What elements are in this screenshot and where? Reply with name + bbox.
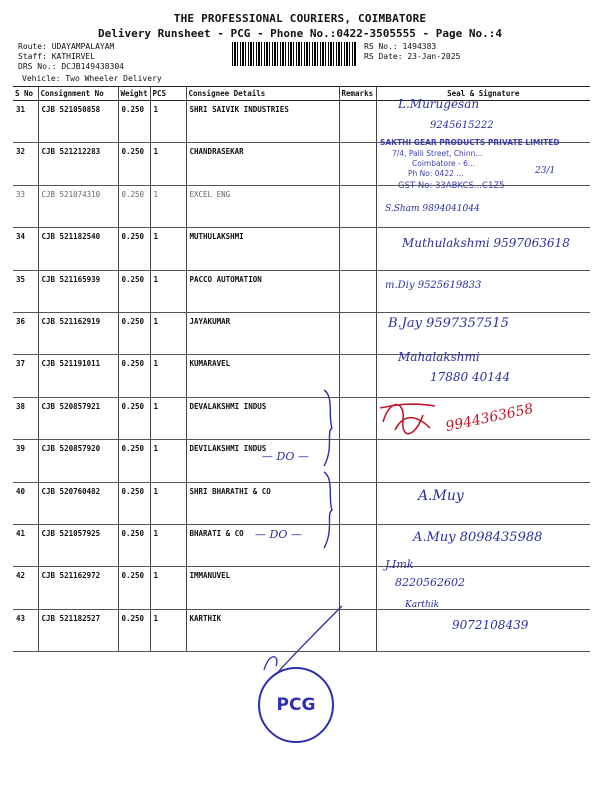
weight-cell: 0.250 xyxy=(118,609,150,651)
col-pcs: PCS xyxy=(150,87,186,101)
col-remarks: Remarks xyxy=(339,87,376,101)
weight-cell: 0.250 xyxy=(118,567,150,609)
pcs-cell: 1 xyxy=(150,312,186,354)
remarks-cell xyxy=(339,270,376,312)
rs-number: RS No.: 1494383 xyxy=(364,42,437,51)
table-header-row xyxy=(13,87,590,101)
consignment-no-cell: CJB 521182527 xyxy=(38,609,118,651)
vehicle-info: Vehicle: Two Wheeler Delivery xyxy=(22,74,162,83)
remarks-cell xyxy=(339,355,376,397)
remarks-cell xyxy=(339,440,376,482)
pcs-cell: 1 xyxy=(150,567,186,609)
pcs-cell: 1 xyxy=(150,101,186,143)
ditto-row41: — DO — xyxy=(255,528,302,541)
pcs-cell: 1 xyxy=(150,482,186,524)
weight-cell: 0.250 xyxy=(118,355,150,397)
table-row xyxy=(13,482,590,524)
sno-cell: 34 xyxy=(13,228,38,270)
consignee-cell: IMMANUVEL xyxy=(186,567,339,609)
consignee-cell: SHRI BHARATHI & CO xyxy=(186,482,339,524)
consignee-cell: KUMARAVEL xyxy=(186,355,339,397)
sno-cell: 31 xyxy=(13,101,38,143)
stamp-gst: GST No: 33ABKCS...C1Z5 xyxy=(398,181,505,191)
consignee-cell: KARTHIK xyxy=(186,609,339,651)
consignment-no-cell: CJB 521057925 xyxy=(38,524,118,566)
consignment-no-cell: CJB 521182540 xyxy=(38,228,118,270)
sno-cell: 32 xyxy=(13,143,38,185)
remarks-cell xyxy=(339,101,376,143)
pcs-cell: 1 xyxy=(150,143,186,185)
signature-row36: B.Jay 9597357515 xyxy=(388,316,509,331)
consignment-no-cell: CJB 520857921 xyxy=(38,397,118,439)
weight-cell: 0.250 xyxy=(118,101,150,143)
brace-rows-40-41 xyxy=(318,470,340,552)
stamp-date: 23/1 xyxy=(535,166,556,176)
remarks-cell xyxy=(339,482,376,524)
sno-cell: 36 xyxy=(13,312,38,354)
col-signature: Seal & Signature xyxy=(376,87,590,101)
sno-cell: 42 xyxy=(13,567,38,609)
stamp-phone: Ph No: 0422 ... xyxy=(408,169,464,178)
sno-cell: 41 xyxy=(13,524,38,566)
weight-cell: 0.250 xyxy=(118,143,150,185)
signature-row31: L.Murugesan xyxy=(398,97,480,111)
pcs-cell: 1 xyxy=(150,185,186,227)
signature-row35: m.Diy 9525619833 xyxy=(385,280,482,291)
signature-row43-phone: 9072108439 xyxy=(452,618,529,632)
consignee-cell: PACCO AUTOMATION xyxy=(186,270,339,312)
signature-row41: A.Muy 8098435988 xyxy=(413,530,543,545)
weight-cell: 0.250 xyxy=(118,482,150,524)
pcg-stamp: PCG xyxy=(258,667,334,743)
consignee-cell: SHRI SAIVIK INDUSTRIES xyxy=(186,101,339,143)
red-signature-row38 xyxy=(375,390,445,450)
sno-cell: 39 xyxy=(13,440,38,482)
pcs-cell: 1 xyxy=(150,228,186,270)
remarks-cell xyxy=(339,228,376,270)
signature-row42-phone: 8220562602 xyxy=(395,576,465,589)
pcs-cell: 1 xyxy=(150,355,186,397)
signature-row43-name: Karthik xyxy=(405,600,440,610)
consignee-cell: BHARATI & CO xyxy=(186,524,339,566)
barcode-image xyxy=(232,42,357,66)
pcs-cell: 1 xyxy=(150,609,186,651)
col-consignment: Consignment No xyxy=(38,87,118,101)
consignment-no-cell: CJB 520760482 xyxy=(38,482,118,524)
phone-row31: 9245615222 xyxy=(430,120,494,131)
remarks-cell xyxy=(339,143,376,185)
route-info: Route: UDAYAMPALAYAM xyxy=(18,42,115,51)
consignment-no-cell: CJB 520857920 xyxy=(38,440,118,482)
weight-cell: 0.250 xyxy=(118,312,150,354)
signature-row40: A.Muy xyxy=(418,488,464,504)
consignee-cell: JAYAKUMAR xyxy=(186,312,339,354)
consignment-no-cell: CJB 521191011 xyxy=(38,355,118,397)
stamp-city: Coimbatore - 6... xyxy=(412,159,476,168)
remarks-cell xyxy=(339,524,376,566)
signature-cell xyxy=(376,270,590,312)
consignee-cell: EXCEL ENG xyxy=(186,185,339,227)
signature-row37-name: Mahalakshmi xyxy=(398,350,480,364)
weight-cell: 0.250 xyxy=(118,397,150,439)
pcs-cell: 1 xyxy=(150,524,186,566)
staff-info: Staff: KATHIRVEL xyxy=(18,52,96,61)
meta-right xyxy=(364,42,460,62)
ditto-row39: — DO — xyxy=(262,450,309,463)
pcs-cell: 1 xyxy=(150,397,186,439)
col-sno: S No xyxy=(13,87,38,101)
sno-cell: 35 xyxy=(13,270,38,312)
brace-rows-38-39 xyxy=(318,388,340,470)
consignment-no-cell: CJB 521212283 xyxy=(38,143,118,185)
remarks-cell xyxy=(339,312,376,354)
signature-row38-phone: 9944363658 xyxy=(444,400,535,436)
consignment-no-cell: CJB 521162919 xyxy=(38,312,118,354)
weight-cell: 0.250 xyxy=(118,185,150,227)
signature-row37-phone: 17880 40144 xyxy=(430,370,511,384)
signature-cell xyxy=(376,482,590,524)
runsheet-subtitle: Delivery Runsheet - PCG - Phone No.:0422-3505555 - Page No.:4 xyxy=(98,27,502,40)
weight-cell: 0.250 xyxy=(118,524,150,566)
sno-cell: 40 xyxy=(13,482,38,524)
consignee-cell: DEVILAKSHMI INDUS xyxy=(186,440,339,482)
drs-info: DRS No.: DCJB149438304 xyxy=(18,62,124,71)
consignment-no-cell: CJB 521165939 xyxy=(38,270,118,312)
table-row xyxy=(13,143,590,185)
table-row xyxy=(13,270,590,312)
consignment-no-cell: CJB 521050858 xyxy=(38,101,118,143)
signature-row33: S.Sham 9894041044 xyxy=(385,204,480,214)
sno-cell: 43 xyxy=(13,609,38,651)
weight-cell: 0.250 xyxy=(118,270,150,312)
weight-cell: 0.250 xyxy=(118,440,150,482)
meta-left xyxy=(18,42,124,72)
remarks-cell xyxy=(339,185,376,227)
consignee-cell: DEVALAKSHMI INDUS xyxy=(186,397,339,439)
sno-cell: 33 xyxy=(13,185,38,227)
stamp-company: SAKTHI GEAR PRODUCTS PRIVATE LIMITED xyxy=(380,138,560,147)
consignment-no-cell: CJB 521162972 xyxy=(38,567,118,609)
col-weight: Weight xyxy=(118,87,150,101)
stamp-address: 7/4, Palli Street, Chinn... xyxy=(392,149,483,158)
pcs-cell: 1 xyxy=(150,270,186,312)
table-row xyxy=(13,185,590,227)
consignee-cell: CHANDRASEKAR xyxy=(186,143,339,185)
rs-date: RS Date: 23-Jan-2025 xyxy=(364,52,461,61)
consignment-no-cell: CJB 521074310 xyxy=(38,185,118,227)
table-row xyxy=(13,101,590,143)
col-consignee: Consignee Details xyxy=(186,87,339,101)
consignee-cell: MUTHULAKSHMI xyxy=(186,228,339,270)
sno-cell: 38 xyxy=(13,397,38,439)
weight-cell: 0.250 xyxy=(118,228,150,270)
signature-row42-name: J.Imk xyxy=(385,558,414,571)
remarks-cell xyxy=(339,397,376,439)
pcs-cell: 1 xyxy=(150,440,186,482)
signature-row34: Muthulakshmi 9597063618 xyxy=(402,236,570,250)
company-title: THE PROFESSIONAL COURIERS, COIMBATORE xyxy=(173,12,427,25)
sno-cell: 37 xyxy=(13,355,38,397)
